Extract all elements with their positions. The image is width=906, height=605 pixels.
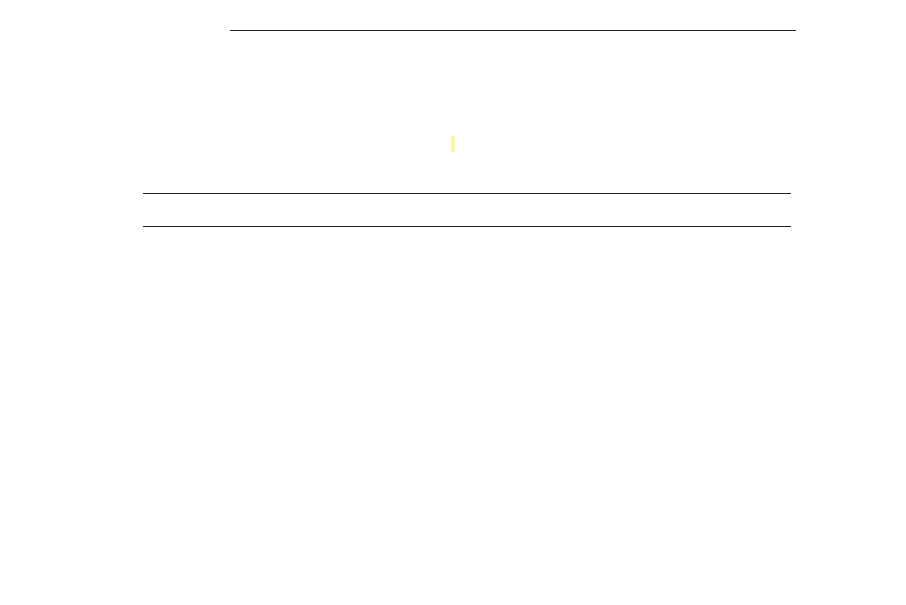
section-title-line1 (0, 136, 906, 152)
table-top-rule (143, 193, 791, 194)
header-divider (230, 30, 796, 31)
highlighted-title (451, 136, 455, 152)
table-header-rule (143, 226, 791, 227)
